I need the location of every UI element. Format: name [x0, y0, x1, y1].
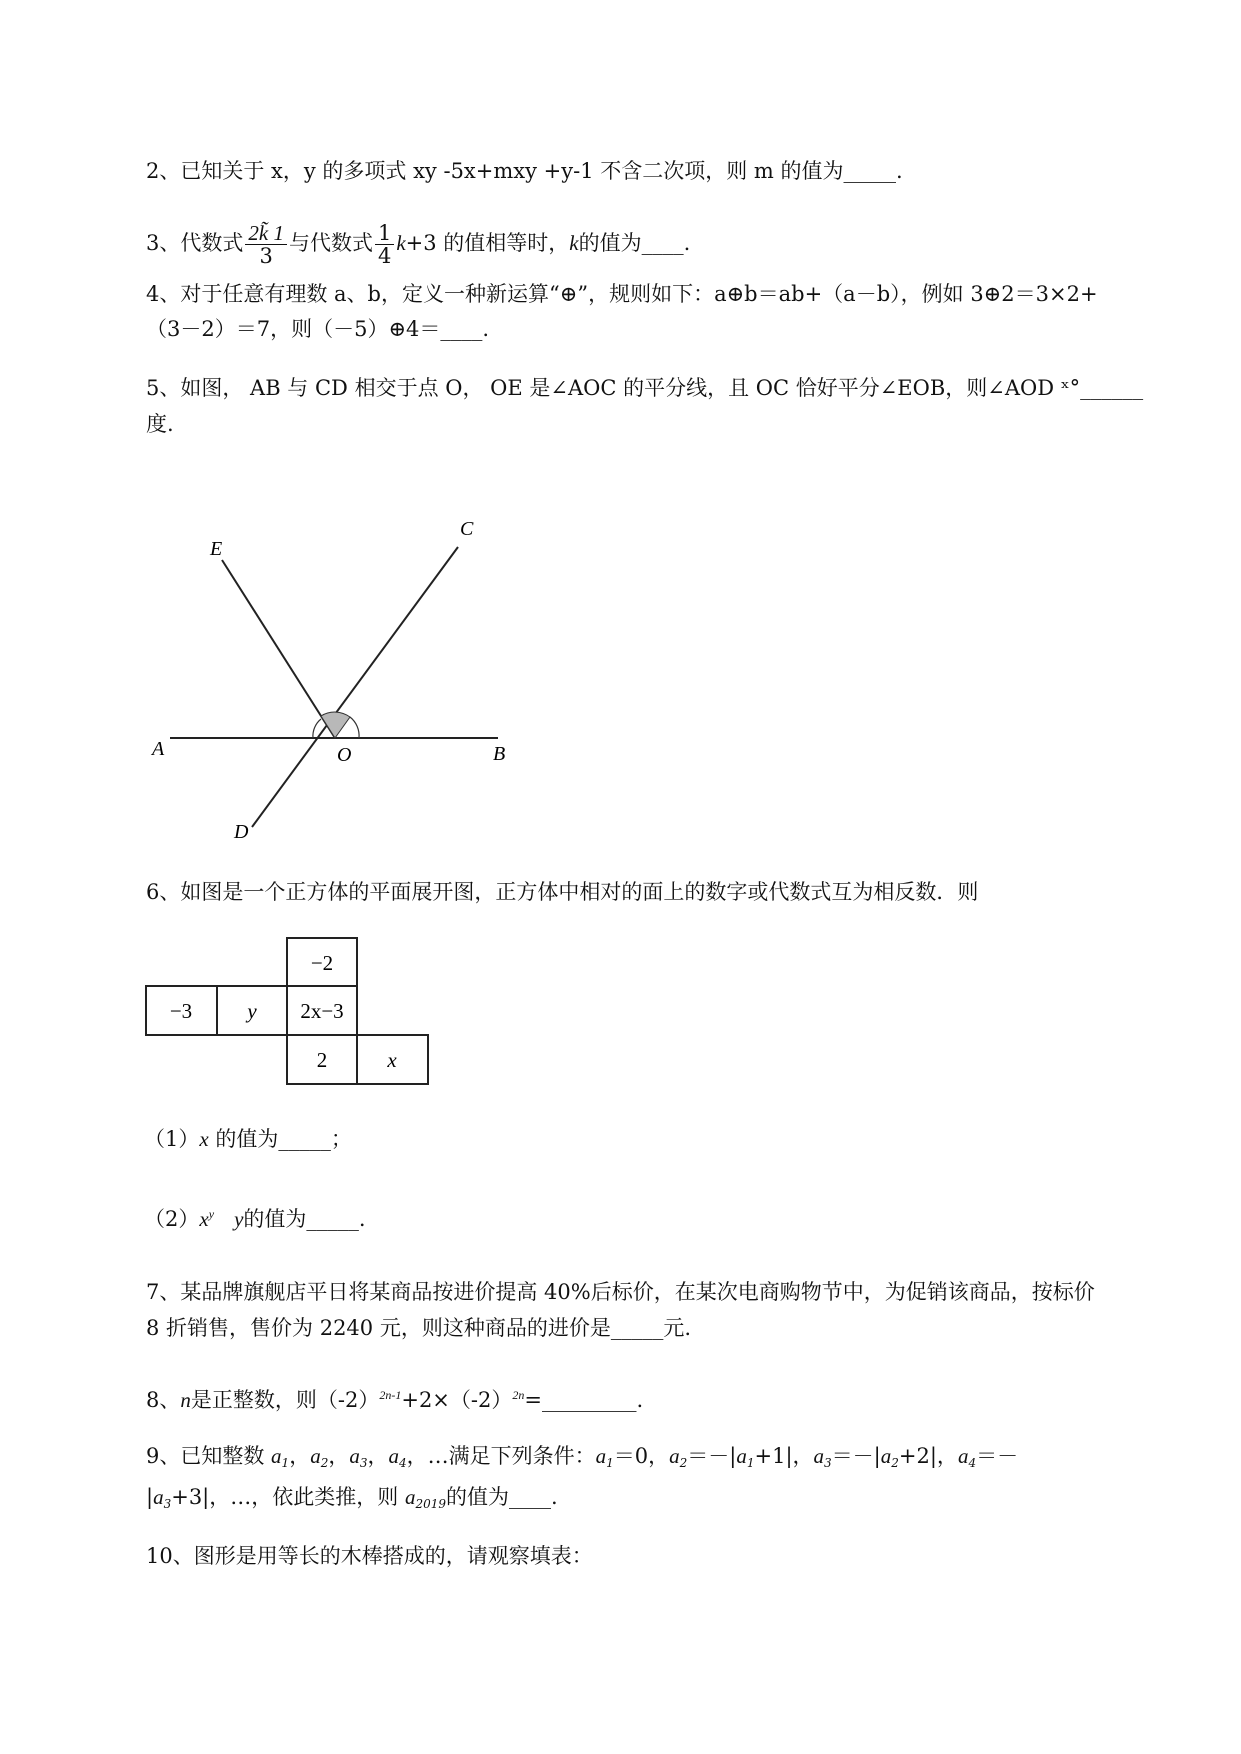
- cell-left-value: −3: [169, 999, 193, 1023]
- angle-mark-right: [350, 717, 359, 738]
- question-5-line-2: 度.: [146, 412, 174, 436]
- label-e: E: [210, 538, 223, 560]
- question-3: 3、代数式 $\frac{2k̃ 1}{3}$ 与代数式 $\frac{1}{4}$ k+3 的值相等时，k的值为____.: [146, 221, 691, 268]
- cell-y-value: y: [247, 999, 257, 1023]
- label-a: A: [152, 738, 165, 760]
- label-b: B: [493, 743, 506, 765]
- label-c: C: [460, 518, 474, 540]
- question-6-part-2: $(2)x^y$ y的值为_____.: [144, 1207, 366, 1231]
- question-6: 6、如图是一个正方体的平面展开图，正方体中相对的面上的数字或代数式互为相反数．则: [146, 880, 979, 904]
- question-4-line-2: （3－2）＝7，则（－5）⊕4＝____.: [146, 317, 490, 341]
- question-7-line-1: 7、某品牌旗舰店平日将某商品按进价提高 40%后标价，在某次电商购物节中，为促销该商品，按标价: [146, 1280, 1095, 1304]
- fraction-2k-1-over-3: $\frac{2k̃ 1}{3}$: [245, 222, 287, 267]
- label-o: O: [337, 744, 352, 766]
- angle-mark-shaded: [321, 712, 350, 738]
- question-10: 10、图形是用等长的木棒搭成的，请观察填表：: [146, 1544, 593, 1568]
- line-cd: [252, 547, 458, 827]
- cell-bottom-value: 2: [316, 1048, 328, 1072]
- cell-top-value: −2: [310, 951, 334, 975]
- angle-figure: [140, 505, 520, 845]
- question-9-line-1: 9、已知整数 $a_1$，$a_2$，$a_3$，$a_4$，…满足下列条件：$a_1=0$，$a_2=-|a_1+1|$，$a_3=-|a_2+2|$，$a_4=-$: [146, 1444, 1019, 1470]
- label-d: D: [234, 821, 249, 843]
- question-9-line-2: $|a_3+3|$，…，依此类推，则 $a_{2019}$的值为____.: [146, 1485, 558, 1511]
- ray-oe: [222, 560, 335, 738]
- question-2: 2、已知关于 x，y 的多项式 xy -5x+mxy +y-1 不含二次项，则 m 的值为_____.: [146, 159, 903, 183]
- question-7-line-2: 8 折销售，售价为 2240 元，则这种商品的进价是_____元.: [146, 1316, 692, 1340]
- cube-net-figure: [144, 936, 434, 1088]
- question-8: 8、n是正整数，则$(-2)^{2n-1}+2\times(-2)^{2n}=\_\_\_\_\_\_\_\_\_$.: [146, 1388, 644, 1412]
- question-6-part-1: （1）x 的值为_____；: [144, 1127, 352, 1151]
- fraction-1-over-4: $\frac{1}{4}$: [375, 222, 394, 267]
- q3-prefix: 3、代数式: [146, 231, 244, 255]
- cell-center-value: 2x−3: [300, 999, 344, 1023]
- question-4-line-1: 4、对于任意有理数 a、b，定义一种新运算“⊕”，规则如下：a⊕b＝ab+（a－b），例如 3⊕2＝3×2+: [146, 282, 1098, 306]
- q3-mid: 与代数式: [288, 231, 373, 255]
- question-5-line-1: 5、如图， AB 与 CD 相交于点 O， OE 是∠AOC 的平分线，且 OC 恰好平分∠EOB，则∠AOD ˣ°______: [146, 376, 1144, 400]
- cell-x-value: x: [387, 1048, 397, 1072]
